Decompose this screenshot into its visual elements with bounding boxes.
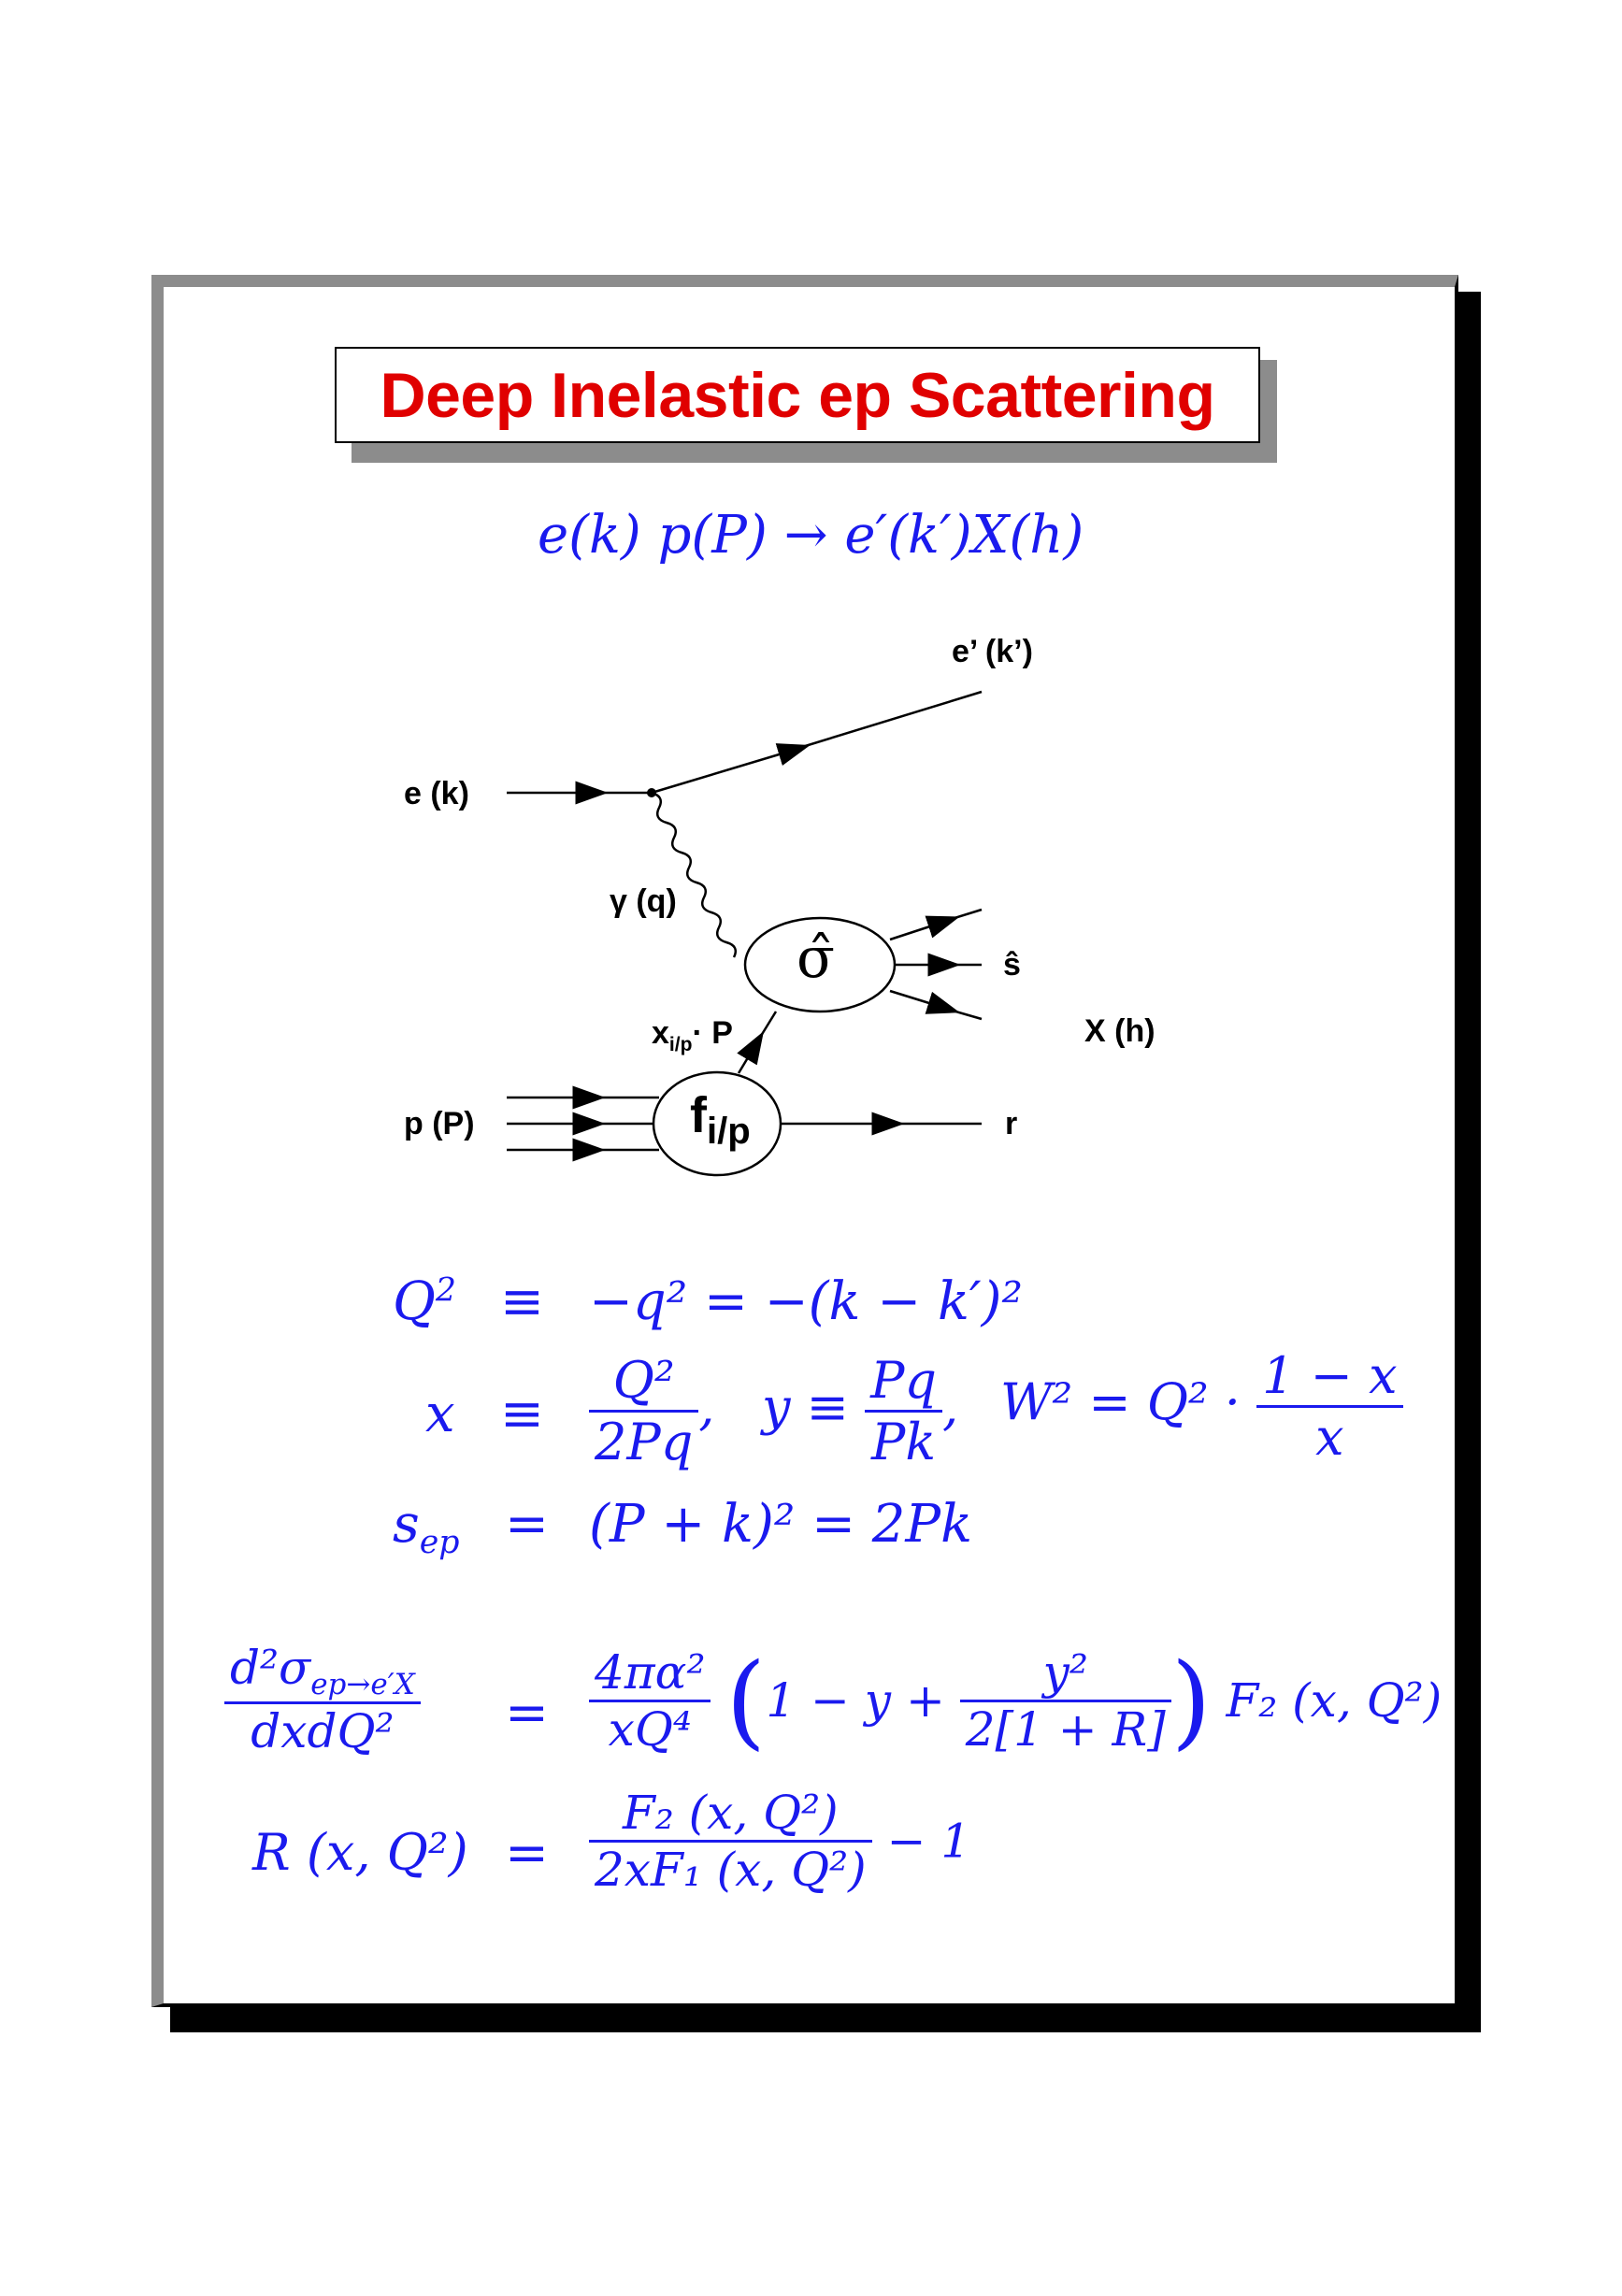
r-rhs: [589, 1786, 970, 1897]
s-symbol: s: [393, 1494, 420, 1555]
dsigma-lhs: [224, 1641, 421, 1758]
label-parton: [652, 1015, 733, 1056]
y-fraction: [865, 1351, 942, 1471]
y-def: [762, 1351, 958, 1471]
dsigma-den: dxdQ²: [251, 1704, 395, 1758]
r-eq: =: [505, 1823, 549, 1884]
x-lhs: x: [425, 1384, 455, 1444]
reaction-arrow: →: [783, 505, 828, 566]
label-remnant: r: [1005, 1106, 1018, 1141]
label-e-out: e’ (k’): [952, 634, 1033, 669]
w-lhs: W² = Q² ·: [1000, 1372, 1241, 1432]
label-s-hat: ŝ: [1003, 947, 1021, 983]
dsigma-eq: =: [505, 1683, 549, 1744]
y-den: Pk: [871, 1413, 937, 1471]
dsigma-rhs: [589, 1641, 1442, 1760]
prefactor-den: xQ⁴: [608, 1701, 692, 1757]
label-e-in: e (k): [404, 776, 469, 811]
w-den: x: [1315, 1408, 1344, 1467]
w-fraction: [1256, 1346, 1402, 1467]
label-x-h: X (h): [1084, 1013, 1155, 1049]
q2-lhs: [393, 1271, 456, 1332]
r-den: 2xF₁ (x, Q²): [595, 1843, 867, 1897]
label-parton-tail: · P: [692, 1015, 733, 1051]
q2-equiv: ≡: [500, 1271, 544, 1332]
dsigma-num-sub: ep→e′X: [310, 1668, 415, 1701]
x-den: 2Pq: [595, 1413, 694, 1471]
dsigma-fraction: [224, 1641, 421, 1758]
y-comma: ,: [942, 1377, 959, 1437]
s-rhs: (P + k)² = 2Pk: [589, 1494, 973, 1555]
bracket-open: (: [725, 1641, 767, 1760]
dsigma-num: [224, 1641, 421, 1704]
inner-fraction: [960, 1645, 1171, 1757]
inner-den: 2[1 + R]: [965, 1701, 1166, 1757]
label-pdf-f: f: [690, 1087, 707, 1143]
r-lhs: R (x, Q²): [252, 1823, 468, 1882]
label-pdf: [690, 1086, 751, 1153]
y-num: Pq: [865, 1351, 942, 1413]
photon-line: [652, 793, 736, 957]
label-sigma-hat: σ̂: [797, 926, 835, 991]
label-parton-sub: i/p: [668, 1033, 693, 1055]
label-photon: γ (q): [610, 883, 677, 919]
x-num: Q²: [589, 1351, 698, 1413]
r-tail: − 1: [886, 1814, 971, 1869]
q2-rhs: −q² = −(k − k′)²: [589, 1271, 1023, 1332]
parton-line: [739, 1045, 755, 1073]
label-pdf-sub: i/p: [706, 1110, 751, 1152]
prefactor-fraction: [589, 1645, 711, 1757]
w-num: 1 − x: [1256, 1346, 1402, 1408]
page-title: Deep Inelastic ep Scattering: [380, 359, 1215, 431]
w-def: [1000, 1346, 1403, 1467]
x-comma: ,: [698, 1377, 715, 1437]
bracket-close: ): [1170, 1641, 1212, 1760]
q2-symbol: Q: [393, 1271, 436, 1332]
q2-sup: 2: [435, 1271, 457, 1310]
x-fraction: [589, 1351, 698, 1471]
label-proton: p (P): [404, 1106, 475, 1141]
prefactor-num: 4πα²: [589, 1645, 711, 1702]
reaction-lhs: e(k) p(P): [538, 505, 768, 566]
s-sub: ep: [419, 1524, 460, 1562]
inner-num: y²: [960, 1645, 1171, 1702]
r-fraction: [589, 1786, 872, 1897]
f2-tail: F₂ (x, Q²): [1226, 1673, 1443, 1728]
dsigma-num-main: d²σ: [230, 1641, 311, 1695]
x-equiv: ≡: [500, 1384, 544, 1444]
label-parton-x: x: [652, 1015, 669, 1051]
s-lhs: [393, 1494, 460, 1561]
r-num: F₂ (x, Q²): [589, 1786, 872, 1843]
vertex-dot: [647, 788, 656, 797]
reaction-rhs: e′(k′)X(h): [844, 505, 1084, 566]
s-eq: =: [505, 1494, 549, 1555]
outgoing-electron-line: [652, 750, 795, 793]
x-def: [589, 1351, 714, 1471]
bracket-inner: 1 − y +: [766, 1673, 945, 1728]
y-lhs: y ≡: [762, 1377, 849, 1437]
